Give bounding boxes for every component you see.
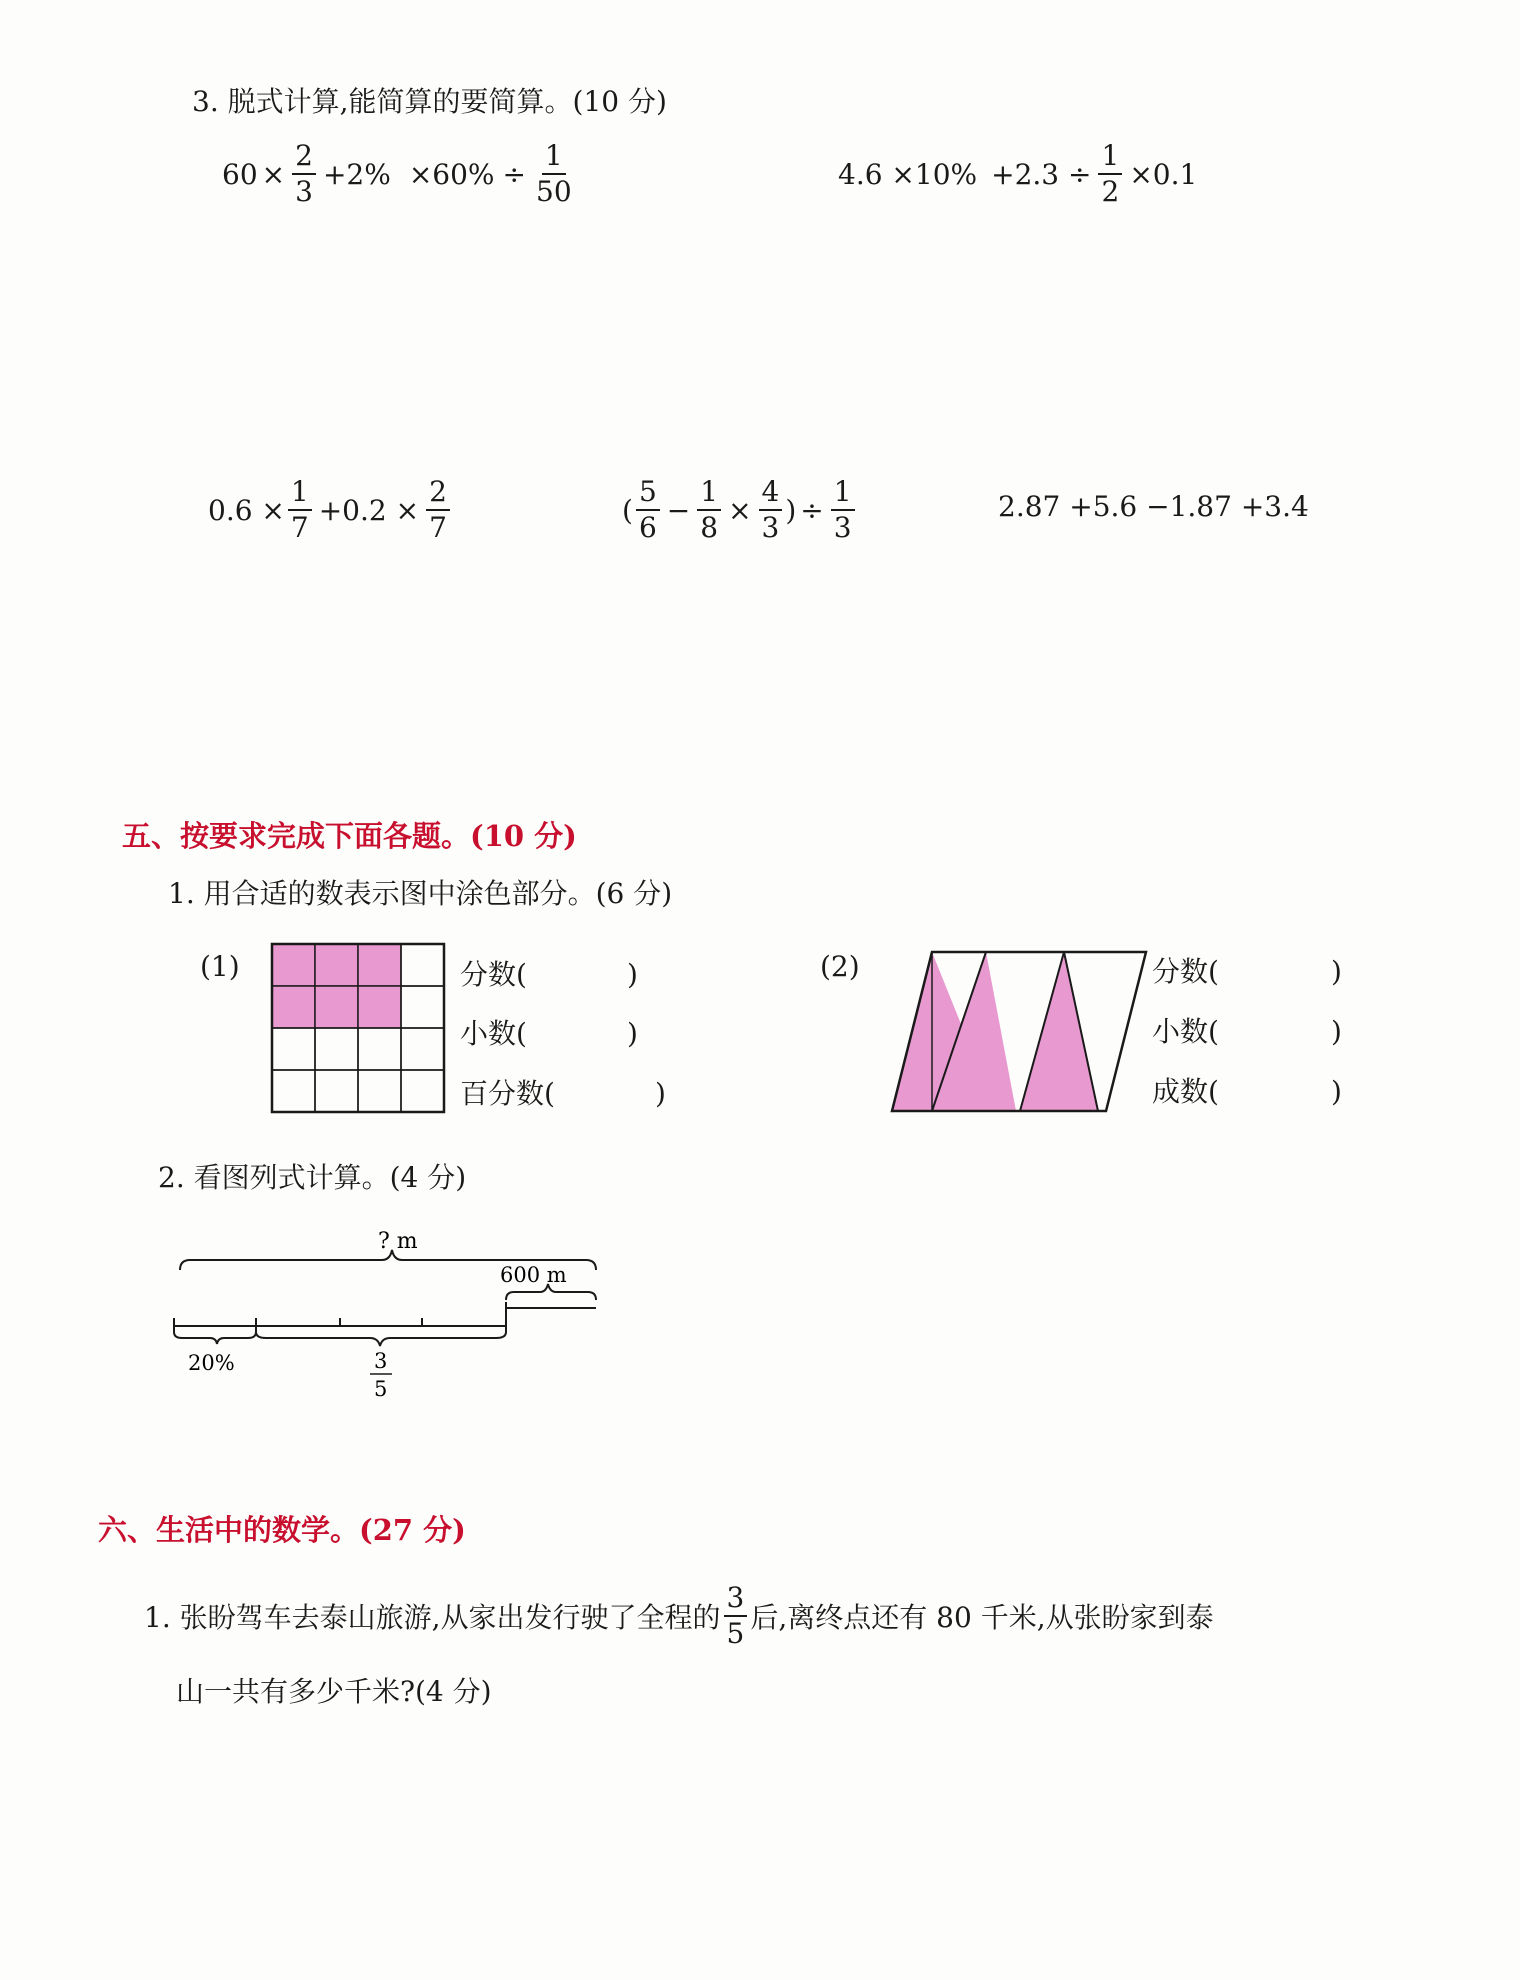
word-problem-line-1: 1. 张盼驾车去泰山旅游,从家出发行驶了全程的 $\frac{3}{5}$ 后,离终点还有 80 千米,从张盼家到泰 (144, 1581, 1214, 1650)
shaded-cell (272, 944, 315, 986)
fig1-line-fraction: 分数( ) (460, 958, 638, 991)
q1-title: 1. 用合适的数表示图中涂色部分。(6 分) (168, 877, 673, 910)
shaded-cell (358, 986, 401, 1028)
grid-cell (358, 1070, 401, 1112)
fig2-line-decimal: 小数( ) (1152, 1015, 1342, 1048)
q3-title: 3. 脱式计算,能简算的要简算。(10 分) (192, 85, 667, 118)
shaded-grid-figure (270, 942, 450, 1114)
expression-2: 4.6 ×10% +2.3 ÷ $\frac{1}{2}$ ×0.1 (838, 139, 1198, 208)
shaded-cell (315, 944, 358, 986)
fig2-line-fraction: 分数( ) (1152, 955, 1342, 988)
expression-4: ( $\frac{5}{6}$ − $\frac{1}{8}$ × $\frac{4}{3}$ ) ÷ $\frac{1}{3}$ (622, 478, 858, 542)
grid-cell (358, 1028, 401, 1070)
line-segment-diagram (160, 1228, 610, 1408)
grid-cell (272, 1070, 315, 1112)
grid-cell (315, 1070, 358, 1112)
section-6-heading: 六、生活中的数学。(27 分) (98, 1513, 466, 1547)
grid-cell (401, 1028, 444, 1070)
grid-cell (401, 986, 444, 1028)
part-length-label: 600 m (500, 1263, 567, 1287)
figure-1-label: (1) (200, 950, 240, 983)
expression-1: 60 × $\frac{2}{3}$ +2% ×60% ÷ $\frac{1}{50}$ (222, 139, 572, 208)
shaded-cell (272, 986, 315, 1028)
shaded-cell (315, 986, 358, 1028)
fig2-line-tenths: 成数( ) (1152, 1075, 1342, 1108)
fig1-line-percent: 百分数( ) (460, 1077, 666, 1110)
grid-cell (315, 1028, 358, 1070)
q2-title: 2. 看图列式计算。(4 分) (158, 1161, 467, 1194)
fraction-denominator: 5 (374, 1377, 388, 1401)
parallelogram-figure (888, 948, 1150, 1116)
shaded-cell (358, 944, 401, 986)
grid-cell (272, 1028, 315, 1070)
figure-2-label: (2) (820, 950, 860, 983)
total-length-label: ? m (378, 1229, 418, 1254)
section-5-heading: 五、按要求完成下面各题。(10 分) (122, 819, 577, 853)
percent-label: 20% (188, 1351, 235, 1375)
shaded-triangle-3 (1020, 952, 1098, 1111)
expression-5: 2.87 +5.6 −1.87 +3.4 (998, 490, 1309, 523)
fig1-line-decimal: 小数( ) (460, 1017, 638, 1050)
word-problem-line-2: 山一共有多少千米?(4 分) (176, 1675, 492, 1708)
fraction-numerator: 3 (374, 1349, 388, 1373)
grid-cell (401, 944, 444, 986)
expression-3: 0.6 × $\frac{1}{7}$ +0.2 × $\frac{2}{7}$ (208, 478, 453, 542)
grid-cell (401, 1070, 444, 1112)
